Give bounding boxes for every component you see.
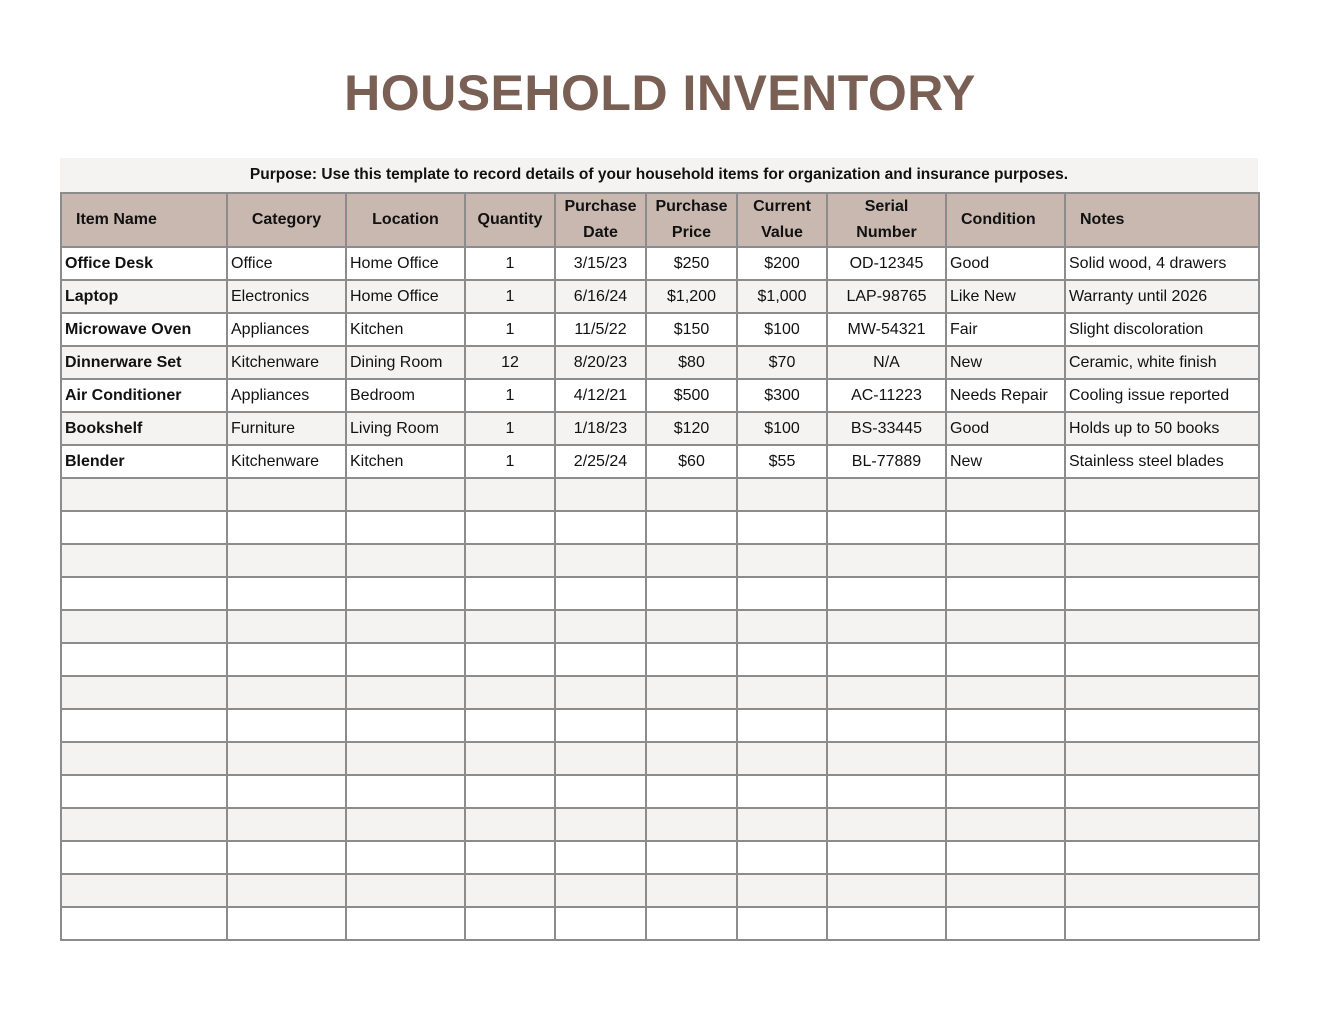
cell-category[interactable]: [227, 709, 346, 742]
cell-notes[interactable]: Warranty until 2026: [1065, 280, 1259, 313]
cell-item-name[interactable]: Bookshelf: [61, 412, 227, 445]
cell-notes[interactable]: [1065, 544, 1259, 577]
cell-location[interactable]: [346, 643, 465, 676]
cell-current-value[interactable]: [737, 874, 827, 907]
header-label: Serial: [864, 198, 909, 215]
cell-purchase-price[interactable]: $120: [646, 412, 737, 445]
cell-purchase-price[interactable]: [646, 577, 737, 610]
header-purchase-price[interactable]: [646, 193, 737, 247]
cell-purchase-date[interactable]: 11/5/22: [555, 313, 646, 346]
cell-serial-number[interactable]: AC-11223: [827, 379, 946, 412]
cell-purchase-date[interactable]: [555, 643, 646, 676]
cell-current-value[interactable]: [737, 478, 827, 511]
header-serial-number[interactable]: [827, 193, 946, 247]
cell-serial-number[interactable]: [827, 775, 946, 808]
cell-category[interactable]: Electronics: [227, 280, 346, 313]
cell-quantity[interactable]: [465, 643, 555, 676]
cell-serial-number[interactable]: LAP-98765: [827, 280, 946, 313]
cell-category[interactable]: Appliances: [227, 379, 346, 412]
table-row: [61, 643, 1259, 676]
cell-current-value[interactable]: $100: [737, 313, 827, 346]
cell-purchase-price[interactable]: [646, 874, 737, 907]
cell-serial-number[interactable]: [827, 544, 946, 577]
cell-purchase-date[interactable]: 3/15/23: [555, 247, 646, 280]
cell-category[interactable]: Kitchenware: [227, 445, 346, 478]
cell-quantity[interactable]: [465, 676, 555, 709]
purpose-banner: Purpose: Use this template to record details of your household items for organization and insurance purposes.: [60, 158, 1258, 192]
cell-notes[interactable]: [1065, 610, 1259, 643]
cell-location[interactable]: Dining Room: [346, 346, 465, 379]
cell-condition[interactable]: [946, 709, 1065, 742]
header-label-line2: Number: [856, 224, 917, 241]
header-label-line2: Value: [761, 224, 803, 241]
cell-item-name[interactable]: [61, 742, 227, 775]
cell-serial-number[interactable]: N/A: [827, 346, 946, 379]
cell-serial-number[interactable]: [827, 577, 946, 610]
cell-current-value[interactable]: $300: [737, 379, 827, 412]
cell-condition[interactable]: [946, 907, 1065, 940]
cell-category[interactable]: [227, 808, 346, 841]
cell-location[interactable]: [346, 577, 465, 610]
header-label: Purchase: [655, 198, 728, 215]
cell-notes[interactable]: [1065, 874, 1259, 907]
cell-quantity[interactable]: [465, 511, 555, 544]
cell-purchase-price[interactable]: $1,200: [646, 280, 737, 313]
cell-item-name[interactable]: [61, 478, 227, 511]
cell-purchase-date[interactable]: [555, 577, 646, 610]
cell-location[interactable]: Kitchen: [346, 313, 465, 346]
cell-item-name[interactable]: [61, 709, 227, 742]
cell-location[interactable]: Kitchen: [346, 445, 465, 478]
cell-condition[interactable]: [946, 478, 1065, 511]
cell-location[interactable]: Bedroom: [346, 379, 465, 412]
cell-notes[interactable]: Holds up to 50 books: [1065, 412, 1259, 445]
cell-quantity[interactable]: 1: [465, 313, 555, 346]
cell-current-value[interactable]: [737, 907, 827, 940]
header-label-line2: Price: [671, 224, 712, 241]
cell-purchase-price[interactable]: [646, 841, 737, 874]
cell-condition[interactable]: [946, 511, 1065, 544]
cell-category[interactable]: Office: [227, 247, 346, 280]
cell-purchase-date[interactable]: [555, 610, 646, 643]
cell-item-name[interactable]: [61, 676, 227, 709]
inventory-table: [60, 192, 1260, 941]
cell-location[interactable]: [346, 610, 465, 643]
table-row: [61, 412, 1259, 445]
cell-location[interactable]: [346, 478, 465, 511]
cell-category[interactable]: [227, 775, 346, 808]
cell-condition[interactable]: Needs Repair: [946, 379, 1065, 412]
table-row: [61, 808, 1259, 841]
header-label-line2: Date: [583, 224, 618, 241]
cell-current-value[interactable]: $55: [737, 445, 827, 478]
cell-quantity[interactable]: [465, 742, 555, 775]
cell-purchase-date[interactable]: [555, 841, 646, 874]
table-row: [61, 610, 1259, 643]
header-row: [61, 193, 1259, 247]
table-row: [61, 346, 1259, 379]
header-label: Current: [753, 198, 811, 215]
cell-notes[interactable]: [1065, 511, 1259, 544]
header-label: Quantity: [477, 211, 543, 228]
cell-purchase-date[interactable]: 8/20/23: [555, 346, 646, 379]
header-quantity[interactable]: [465, 193, 555, 247]
header-label: Notes: [1080, 211, 1125, 228]
cell-category[interactable]: [227, 544, 346, 577]
cell-purchase-date[interactable]: [555, 676, 646, 709]
cell-purchase-price[interactable]: $150: [646, 313, 737, 346]
cell-notes[interactable]: Solid wood, 4 drawers: [1065, 247, 1259, 280]
cell-purchase-date[interactable]: 6/16/24: [555, 280, 646, 313]
cell-quantity[interactable]: 1: [465, 379, 555, 412]
cell-item-name[interactable]: [61, 610, 227, 643]
cell-purchase-date[interactable]: 2/25/24: [555, 445, 646, 478]
cell-category[interactable]: [227, 907, 346, 940]
cell-location[interactable]: Living Room: [346, 412, 465, 445]
cell-purchase-price[interactable]: [646, 775, 737, 808]
cell-purchase-price[interactable]: $80: [646, 346, 737, 379]
cell-current-value[interactable]: $1,000: [737, 280, 827, 313]
header-current-value[interactable]: [737, 193, 827, 247]
cell-current-value[interactable]: $100: [737, 412, 827, 445]
cell-current-value[interactable]: [737, 544, 827, 577]
cell-condition[interactable]: [946, 841, 1065, 874]
cell-location[interactable]: [346, 511, 465, 544]
cell-location[interactable]: [346, 775, 465, 808]
cell-serial-number[interactable]: BL-77889: [827, 445, 946, 478]
cell-purchase-price[interactable]: $60: [646, 445, 737, 478]
cell-serial-number[interactable]: OD-12345: [827, 247, 946, 280]
cell-category[interactable]: Furniture: [227, 412, 346, 445]
cell-quantity[interactable]: 1: [465, 247, 555, 280]
cell-condition[interactable]: [946, 610, 1065, 643]
inventory-sheet: [60, 158, 1258, 941]
cell-condition[interactable]: Like New: [946, 280, 1065, 313]
cell-purchase-price[interactable]: [646, 676, 737, 709]
cell-quantity[interactable]: [465, 610, 555, 643]
cell-location[interactable]: [346, 742, 465, 775]
cell-notes[interactable]: [1065, 841, 1259, 874]
cell-serial-number[interactable]: [827, 841, 946, 874]
table-row: [61, 709, 1259, 742]
cell-serial-number[interactable]: [827, 676, 946, 709]
cell-quantity[interactable]: [465, 841, 555, 874]
cell-current-value[interactable]: [737, 709, 827, 742]
cell-quantity[interactable]: [465, 874, 555, 907]
cell-location[interactable]: Home Office: [346, 247, 465, 280]
cell-purchase-date[interactable]: [555, 742, 646, 775]
cell-item-name[interactable]: [61, 907, 227, 940]
cell-item-name[interactable]: [61, 511, 227, 544]
cell-category[interactable]: [227, 511, 346, 544]
cell-condition[interactable]: [946, 544, 1065, 577]
header-condition[interactable]: [946, 193, 1065, 247]
cell-item-name[interactable]: [61, 808, 227, 841]
table-row: [61, 313, 1259, 346]
cell-purchase-price[interactable]: [646, 808, 737, 841]
cell-current-value[interactable]: [737, 742, 827, 775]
cell-purchase-price[interactable]: [646, 610, 737, 643]
cell-item-name[interactable]: [61, 643, 227, 676]
table-row: [61, 577, 1259, 610]
cell-serial-number[interactable]: [827, 709, 946, 742]
cell-category[interactable]: [227, 874, 346, 907]
cell-category[interactable]: Kitchenware: [227, 346, 346, 379]
table-row: [61, 379, 1259, 412]
cell-notes[interactable]: Ceramic, white finish: [1065, 346, 1259, 379]
cell-condition[interactable]: [946, 808, 1065, 841]
cell-purchase-date[interactable]: 1/18/23: [555, 412, 646, 445]
cell-location[interactable]: [346, 676, 465, 709]
cell-quantity[interactable]: 1: [465, 412, 555, 445]
header-label: Purchase: [564, 198, 637, 215]
cell-purchase-price[interactable]: $250: [646, 247, 737, 280]
table-row: [61, 478, 1259, 511]
cell-serial-number[interactable]: [827, 643, 946, 676]
cell-condition[interactable]: [946, 775, 1065, 808]
cell-quantity[interactable]: [465, 709, 555, 742]
cell-item-name[interactable]: [61, 775, 227, 808]
table-row: [61, 841, 1259, 874]
cell-purchase-date[interactable]: [555, 478, 646, 511]
cell-notes[interactable]: Cooling issue reported: [1065, 379, 1259, 412]
cell-serial-number[interactable]: [827, 610, 946, 643]
cell-quantity[interactable]: [465, 544, 555, 577]
cell-notes[interactable]: [1065, 742, 1259, 775]
cell-location[interactable]: Home Office: [346, 280, 465, 313]
table-row: [61, 247, 1259, 280]
cell-notes[interactable]: Stainless steel blades: [1065, 445, 1259, 478]
cell-purchase-date[interactable]: [555, 775, 646, 808]
cell-serial-number[interactable]: [827, 874, 946, 907]
cell-location[interactable]: [346, 841, 465, 874]
cell-purchase-price[interactable]: [646, 544, 737, 577]
cell-item-name[interactable]: [61, 577, 227, 610]
cell-current-value[interactable]: [737, 808, 827, 841]
header-notes[interactable]: [1065, 193, 1259, 247]
cell-category[interactable]: Appliances: [227, 313, 346, 346]
cell-quantity[interactable]: [465, 808, 555, 841]
cell-quantity[interactable]: 12: [465, 346, 555, 379]
cell-purchase-price[interactable]: [646, 907, 737, 940]
cell-item-name[interactable]: Laptop: [61, 280, 227, 313]
cell-serial-number[interactable]: BS-33445: [827, 412, 946, 445]
cell-item-name[interactable]: Office Desk: [61, 247, 227, 280]
table-row: [61, 874, 1259, 907]
cell-serial-number[interactable]: [827, 478, 946, 511]
cell-condition[interactable]: [946, 742, 1065, 775]
table-row: [61, 676, 1259, 709]
cell-notes[interactable]: [1065, 643, 1259, 676]
cell-purchase-date[interactable]: [555, 544, 646, 577]
cell-current-value[interactable]: [737, 841, 827, 874]
header-item-name[interactable]: [61, 193, 227, 247]
cell-category[interactable]: [227, 478, 346, 511]
cell-location[interactable]: [346, 544, 465, 577]
cell-notes[interactable]: [1065, 577, 1259, 610]
cell-notes[interactable]: Slight discoloration: [1065, 313, 1259, 346]
cell-quantity[interactable]: [465, 907, 555, 940]
header-label: Condition: [961, 211, 1036, 228]
cell-condition[interactable]: New: [946, 346, 1065, 379]
cell-condition[interactable]: [946, 643, 1065, 676]
cell-quantity[interactable]: 1: [465, 280, 555, 313]
header-label: Location: [372, 211, 439, 228]
cell-current-value[interactable]: [737, 775, 827, 808]
header-category[interactable]: [227, 193, 346, 247]
cell-item-name[interactable]: Air Conditioner: [61, 379, 227, 412]
table-row: [61, 775, 1259, 808]
header-label: Item Name: [76, 211, 157, 228]
cell-location[interactable]: [346, 907, 465, 940]
cell-notes[interactable]: [1065, 775, 1259, 808]
cell-condition[interactable]: Good: [946, 247, 1065, 280]
cell-notes[interactable]: [1065, 808, 1259, 841]
cell-notes[interactable]: [1065, 709, 1259, 742]
cell-current-value[interactable]: [737, 610, 827, 643]
cell-quantity[interactable]: 1: [465, 445, 555, 478]
cell-purchase-price[interactable]: [646, 511, 737, 544]
table-row: [61, 544, 1259, 577]
cell-purchase-date[interactable]: [555, 907, 646, 940]
header-location[interactable]: [346, 193, 465, 247]
cell-purchase-date[interactable]: [555, 709, 646, 742]
cell-item-name[interactable]: Microwave Oven: [61, 313, 227, 346]
header-label: Category: [251, 211, 322, 228]
cell-category[interactable]: [227, 841, 346, 874]
cell-condition[interactable]: New: [946, 445, 1065, 478]
table-row: [61, 742, 1259, 775]
table-row: [61, 907, 1259, 940]
cell-condition[interactable]: Good: [946, 412, 1065, 445]
cell-quantity[interactable]: [465, 577, 555, 610]
table-body: [61, 247, 1259, 940]
cell-current-value[interactable]: [737, 511, 827, 544]
cell-category[interactable]: [227, 742, 346, 775]
cell-category[interactable]: [227, 676, 346, 709]
cell-purchase-date[interactable]: 4/12/21: [555, 379, 646, 412]
cell-item-name[interactable]: [61, 544, 227, 577]
cell-location[interactable]: [346, 709, 465, 742]
cell-notes[interactable]: [1065, 907, 1259, 940]
cell-item-name[interactable]: Dinnerware Set: [61, 346, 227, 379]
cell-purchase-price[interactable]: $500: [646, 379, 737, 412]
cell-category[interactable]: [227, 643, 346, 676]
cell-purchase-date[interactable]: [555, 808, 646, 841]
cell-notes[interactable]: [1065, 676, 1259, 709]
cell-serial-number[interactable]: [827, 742, 946, 775]
cell-notes[interactable]: [1065, 478, 1259, 511]
table-row: [61, 511, 1259, 544]
cell-purchase-price[interactable]: [646, 742, 737, 775]
page-title: HOUSEHOLD INVENTORY: [344, 65, 976, 121]
cell-serial-number[interactable]: [827, 511, 946, 544]
cell-quantity[interactable]: [465, 478, 555, 511]
cell-purchase-price[interactable]: [646, 643, 737, 676]
cell-category[interactable]: [227, 577, 346, 610]
cell-purchase-price[interactable]: [646, 709, 737, 742]
cell-condition[interactable]: [946, 874, 1065, 907]
cell-location[interactable]: [346, 808, 465, 841]
cell-purchase-price[interactable]: [646, 478, 737, 511]
cell-current-value[interactable]: [737, 643, 827, 676]
cell-item-name[interactable]: Blender: [61, 445, 227, 478]
cell-condition[interactable]: Fair: [946, 313, 1065, 346]
cell-serial-number[interactable]: MW-54321: [827, 313, 946, 346]
cell-category[interactable]: [227, 610, 346, 643]
cell-current-value[interactable]: $200: [737, 247, 827, 280]
cell-serial-number[interactable]: [827, 907, 946, 940]
table-row: [61, 445, 1259, 478]
table-row: [61, 280, 1259, 313]
cell-condition[interactable]: [946, 676, 1065, 709]
cell-location[interactable]: [346, 874, 465, 907]
cell-condition[interactable]: [946, 577, 1065, 610]
cell-current-value[interactable]: $70: [737, 346, 827, 379]
cell-purchase-date[interactable]: [555, 511, 646, 544]
cell-current-value[interactable]: [737, 676, 827, 709]
cell-serial-number[interactable]: [827, 808, 946, 841]
cell-item-name[interactable]: [61, 874, 227, 907]
cell-quantity[interactable]: [465, 775, 555, 808]
cell-purchase-date[interactable]: [555, 874, 646, 907]
cell-item-name[interactable]: [61, 841, 227, 874]
cell-current-value[interactable]: [737, 577, 827, 610]
header-purchase-date[interactable]: [555, 193, 646, 247]
